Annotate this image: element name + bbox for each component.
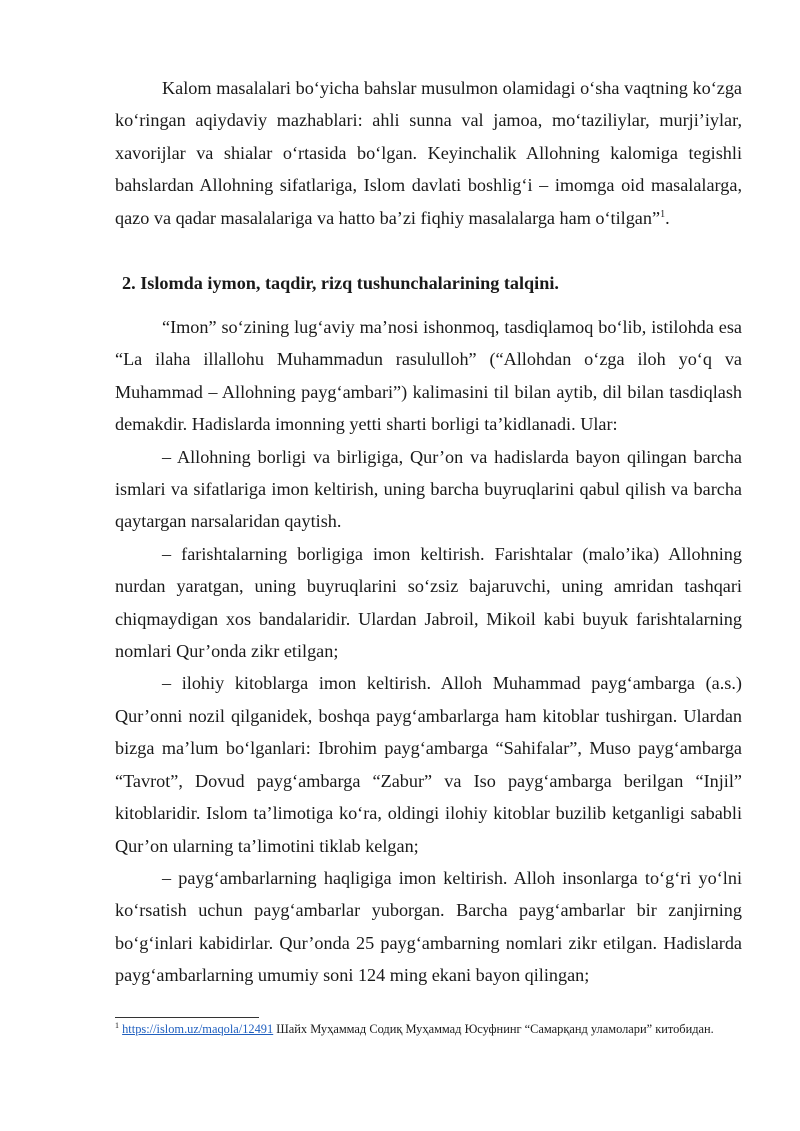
body-paragraph-1-block [115,72,742,234]
footnote-link[interactable]: https://islom.uz/maqola/12491 [122,1022,274,1036]
footnote-text: Шайх Муҳаммад Содиқ Муҳаммад Юсуфнинг “Самарқанд уламолари” китобидан. [273,1022,714,1036]
section-heading: 2. Islomda iymon, taqdir, rizq tushunchalarining talqini. [122,273,559,293]
body-text-block [115,311,742,992]
footnote-reference[interactable]: 1 [660,208,666,220]
footnote-number: 1 [115,1021,119,1030]
list-paragraph: – Allohning borligi va birligiga, Qur’on va hadislarda bayon qilingan barcha ismlari va sifatlariga imon keltirish, uning barcha buyruqlarini qabul qilish va barcha qaytargan narsalaridan qaytish. [115,446,742,532]
list-paragraph: – ilohiy kitoblarga imon keltirish. Alloh Muhammad payg‘ambarga (a.s.) Qur’onni nozil qilganidek, boshqa payg‘ambarlarga ham kitoblar tushirgan. Ulardan bizga ma’lum bo‘lganlari: Ibrohim payg‘ambarga “Sahifalar”, Muso payg‘ambarga “Tavrot”, Dovud payg‘ambarga “Zabur” va Iso payg‘ambarga berilgan “Injil” kitoblaridir. Islom ta’limotiga ko‘ra, oldingi ilohiy kitoblar buzilib ketganligi sababli Qur’on ularning ta’limotini tiklab kelgan; [115,673,742,856]
footnote [115,1021,742,1038]
list-paragraph: – payg‘ambarlarning haqligiga imon keltirish. Alloh insonlarga to‘g‘ri yo‘lni ko‘rsatish uchun payg‘ambarlar yuborgan. Barcha payg‘ambarlar bir zanjirning bo‘g‘inlari kabidirlar. Qur’onda 25 payg‘ambarning nomlari zikr etilgan. Hadislarda payg‘ambarlarning umumiy soni 124 ming ekani bayon qilingan; [115,867,742,986]
paragraph-end: . [665,207,670,228]
body-paragraph [115,72,742,234]
paragraph-text: Kalom masalalari bo‘yicha bahslar musulmon olamidagi o‘sha vaqtning ko‘zga ko‘ringan aqiydaviy mazhablari: ahli sunna val jamoa, mo‘taziliylar, murji’iylar, xavorijlar va shialar o‘rtasida bo‘lgan. Keyinchalik Allohning kalomiga tegishli bahslardan Allohning sifatlariga, Islom davlati boshlig‘i – imomga oid masalalarga, qazo va qadar masalalariga va hatto ba’zi fiqhiy masalalarga ham o‘tilgan” [115,78,742,228]
body-paragraph: “Imon” so‘zining lug‘aviy ma’nosi ishonmoq, tasdiqlamoq bo‘lib, istilohda esa “La ilaha illallohu Muhammadun rasululloh” (“Allohdan o‘zga iloh yo‘q va Muhammad – Allohning payg‘ambari”) kalimasini til bilan aytib, dil bilan tasdiqlash demakdir. Hadislarda imonning yetti sharti borligi ta’kidlanadi. Ular: [115,317,742,435]
list-paragraph: – farishtalarning borligiga imon keltirish. Farishtalar (malo’ika) Allohning nurdan yaratgan, uning buyruqlarini so‘zsiz bajaruvchi, uning amridan tashqari chiqmaydigan xos bandalaridir. Ulardan Jabroil, Mikoil kabi buyuk farishtalarning nomlari Qur’onda zikr etilgan; [115,543,742,662]
footnote-separator [115,1017,259,1018]
